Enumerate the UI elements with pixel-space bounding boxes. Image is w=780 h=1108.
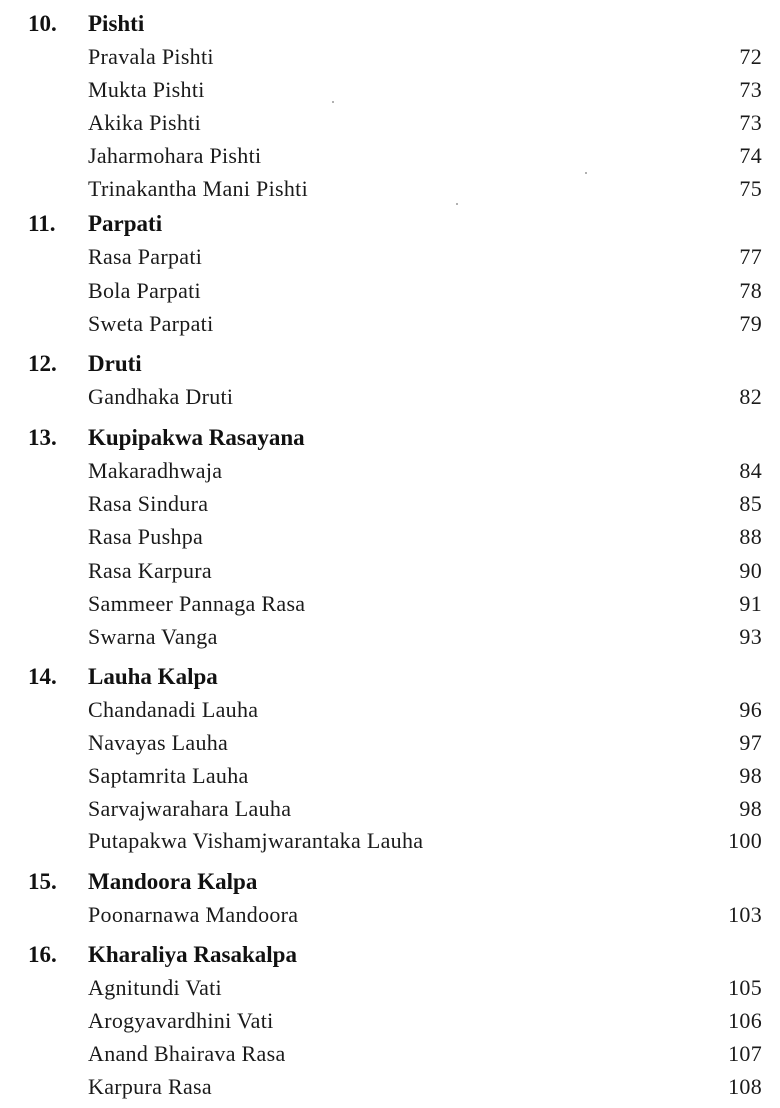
entry-page-number: 85: [739, 491, 762, 516]
section-number: 12.: [28, 351, 57, 376]
entry-title: Rasa Parpati: [88, 244, 203, 269]
section-number: 16.: [28, 942, 57, 967]
print-speck: [332, 101, 334, 103]
section-title: Lauha Kalpa: [88, 664, 218, 689]
entry-page-number: 72: [739, 44, 762, 69]
entry-page-number: 98: [739, 763, 762, 788]
section-title: Parpati: [88, 211, 163, 236]
section-number: 13.: [28, 425, 57, 450]
entry-title: Makaradhwaja: [88, 458, 223, 483]
entry-page-number: 75: [739, 176, 762, 201]
section-heading: [28, 663, 218, 691]
entry-title: Rasa Pushpa: [88, 524, 204, 549]
entry-title: Navayas Lauha: [88, 730, 229, 755]
entry-page-number: 84: [739, 458, 762, 483]
print-speck: [585, 172, 587, 174]
section-number: 14.: [28, 664, 57, 689]
entry-title: Sammeer Pannaga Rasa: [88, 591, 306, 616]
entry-title: Jaharmohara Pishti: [88, 143, 262, 168]
entry-page-number: 100: [728, 828, 762, 853]
entry-title: Trinakantha Mani Pishti: [88, 176, 308, 201]
entry-title: Rasa Sindura: [88, 491, 209, 516]
entry-page-number: 77: [739, 244, 762, 269]
entry-page-number: 74: [739, 143, 762, 168]
section-heading: [28, 350, 142, 378]
entry-title: Anand Bhairava Rasa: [88, 1041, 286, 1066]
entry-title: Gandhaka Druti: [88, 384, 234, 409]
section-heading: [28, 868, 257, 896]
entry-page-number: 93: [739, 624, 762, 649]
entry-page-number: 88: [739, 524, 762, 549]
entry-title: Arogyavardhini Vati: [88, 1008, 274, 1033]
entry-page-number: 82: [739, 384, 762, 409]
entry-page-number: 97: [739, 730, 762, 755]
entry-page-number: 98: [739, 796, 762, 821]
entry-page-number: 107: [728, 1041, 762, 1066]
entry-title: Swarna Vanga: [88, 624, 218, 649]
entry-title: Agnitundi Vati: [88, 975, 222, 1000]
entry-page-number: 78: [739, 278, 762, 303]
entry-title: Chandanadi Lauha: [88, 697, 259, 722]
entry-title: Pravala Pishti: [88, 44, 214, 69]
section-heading: [28, 424, 305, 452]
section-title: Mandoora Kalpa: [88, 869, 258, 894]
section-title: Druti: [88, 351, 142, 376]
entry-title: Rasa Karpura: [88, 558, 212, 583]
entry-title: Akika Pishti: [88, 110, 201, 135]
entry-title: Poonarnawa Mandoora: [88, 902, 299, 927]
entry-page-number: 108: [728, 1074, 762, 1099]
entry-page-number: 103: [728, 902, 762, 927]
entry-title: Putapakwa Vishamjwarantaka Lauha: [88, 828, 424, 853]
entry-title: Saptamrita Lauha: [88, 763, 249, 788]
section-number: 15.: [28, 869, 57, 894]
entry-title: Karpura Rasa: [88, 1074, 212, 1099]
entry-page-number: 73: [739, 110, 762, 135]
section-number: 10.: [28, 11, 57, 36]
entry-title: Bola Parpati: [88, 278, 201, 303]
entry-title: Sweta Parpati: [88, 311, 214, 336]
entry-title: Sarvajwarahara Lauha: [88, 796, 292, 821]
entry-page-number: 73: [739, 77, 762, 102]
print-speck: [456, 203, 458, 205]
section-heading: [28, 941, 297, 969]
section-heading: [28, 10, 144, 38]
entry-page-number: 79: [739, 311, 762, 336]
entry-page-number: 106: [728, 1008, 762, 1033]
entry-page-number: 90: [739, 558, 762, 583]
entry-page-number: 96: [739, 697, 762, 722]
entry-page-number: 91: [739, 591, 762, 616]
section-title: Kupipakwa Rasayana: [88, 425, 305, 450]
entry-title: Mukta Pishti: [88, 77, 205, 102]
entry-page-number: 105: [728, 975, 762, 1000]
section-number: 11.: [28, 211, 56, 236]
section-title: Pishti: [88, 11, 145, 36]
section-title: Kharaliya Rasakalpa: [88, 942, 297, 967]
section-heading: [28, 210, 162, 238]
